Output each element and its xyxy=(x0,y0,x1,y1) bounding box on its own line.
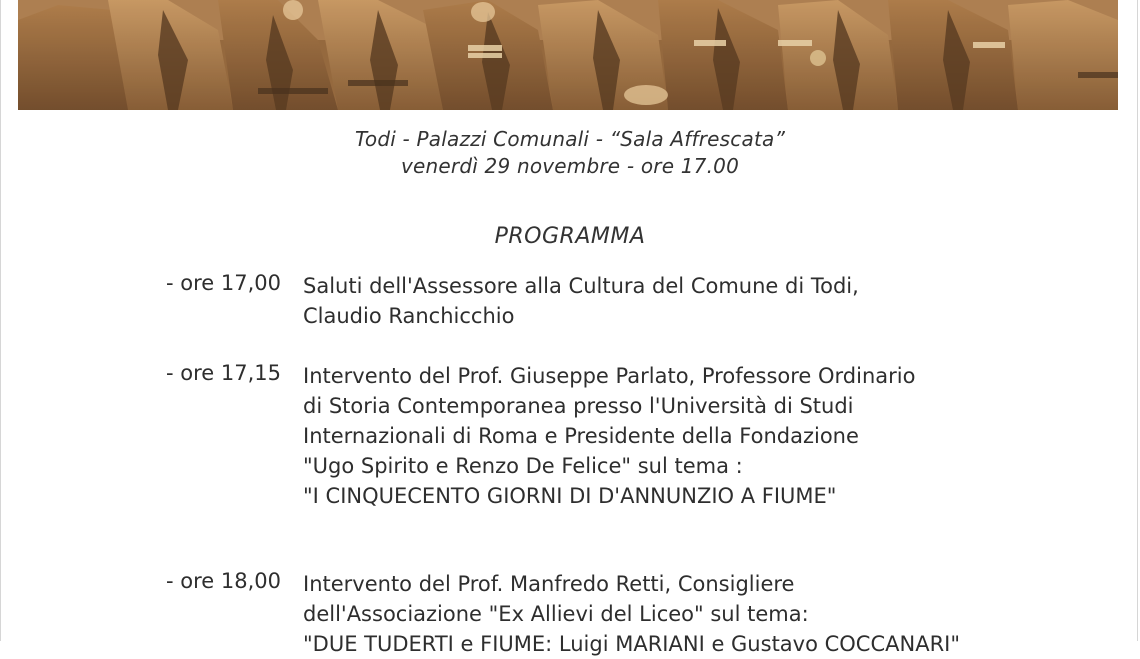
schedule-description xyxy=(303,271,859,331)
description-line: Intervento del Prof. Giuseppe Parlato, Professore Ordinario xyxy=(303,364,916,388)
schedule-time: - ore 18,00 xyxy=(166,569,281,593)
event-date-caption: venerdì 29 novembre - ore 17.00 xyxy=(400,154,740,178)
event-location-caption: Todi - Palazzi Comunali - “Sala Affrescata” xyxy=(354,127,786,151)
schedule-description xyxy=(303,569,960,659)
description-line: di Storia Contemporanea presso l'Università di Studi xyxy=(303,394,854,418)
program-heading: PROGRAMMA xyxy=(494,224,646,249)
schedule-time: - ore 17,15 xyxy=(166,361,281,385)
description-line: Saluti dell'Assessore alla Cultura del Comune di Todi, xyxy=(303,274,859,298)
description-line: "I CINQUECENTO GIORNI DI D'ANNUNZIO A FIUME" xyxy=(303,484,837,508)
schedule-time: - ore 17,00 xyxy=(166,271,281,295)
description-line: dell'Associazione "Ex Allievi del Liceo" sul tema: xyxy=(303,602,809,626)
description-line: "Ugo Spirito e Renzo De Felice" sul tema : xyxy=(303,454,743,478)
description-line: "DUE TUDERTI e FIUME: Luigi MARIANI e Gustavo COCCANARI" xyxy=(303,632,961,656)
description-line: Claudio Ranchicchio xyxy=(303,304,515,328)
description-line: Intervento del Prof. Manfredo Retti, Consigliere xyxy=(303,572,795,596)
description-line: Internazionali di Roma e Presidente della Fondazione xyxy=(303,424,859,448)
schedule-description xyxy=(303,361,915,511)
